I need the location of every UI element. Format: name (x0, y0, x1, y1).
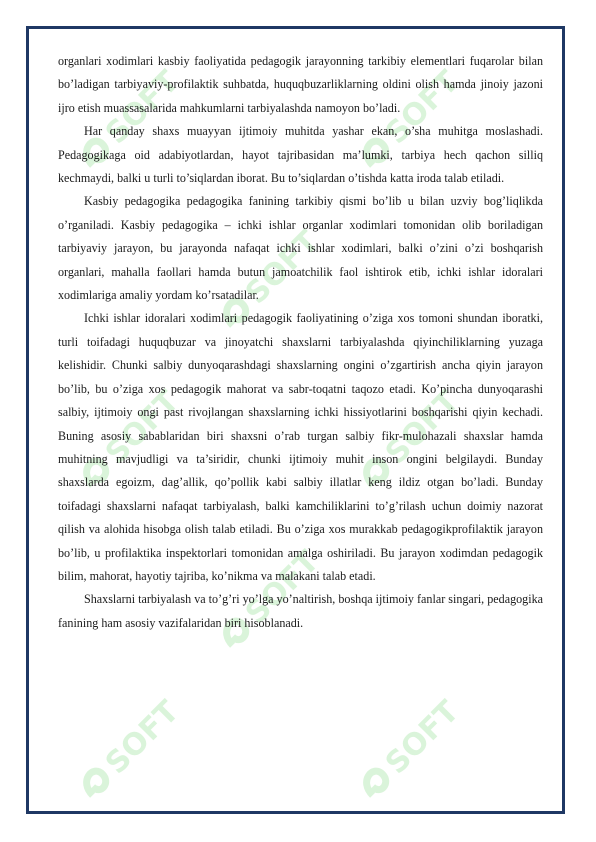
paragraph: Kasbiy pedagogika pedagogika fanining tarkibiy qismi bo’lib u bilan uzviy bog’liqlikda o’rganiladi. Kasbiy pedagogika – ichki ishlar organlar xodimlari tomonidan olib boriladigan tarbiyaviy jarayon, bu jarayonda nafaqat ichki ishlar xodimlari, balki o’zini o’zi boshqarish organlari, mahalla faollari hamda butun jamoatchilik faol ishtirok etib, ichki ishlar idoralari xodimlariga amaliy yordam ko’rsatadilar. (58, 194, 543, 303)
document-body (58, 50, 543, 635)
svg-text:SOFT: SOFT (98, 64, 186, 152)
paragraph: Shaxslarni tarbiyalash va to’g’ri yo’lga yo’naltirish, boshqa ijtimoiy fanlar singari, pedagogika fanining ham asosiy vazifalaridan biri hisoblanadi. (58, 592, 543, 630)
svg-text:SOFT: SOFT (98, 384, 186, 472)
paragraph: organlari xodimlari kasbiy faoliyatida pedagogik jarayonning tarkibiy elementlari fuqarolar bilan bo’ladigan tarbiyaviy-profilaktik suhbatda, huquqbuzarliklarning oldini olish hamda jinoiy jazoni ijro etish muassasalarida mahkumlarni tarbiyalashda namoyon bo’ladi. (58, 54, 543, 115)
svg-text:SOFT: SOFT (238, 544, 326, 632)
svg-text:SOFT: SOFT (238, 224, 326, 312)
paragraph: Ichki ishlar idoralari xodimlari pedagogik faoliyatining o’ziga xos tomoni shundan iboratki, turli toifadagi huquqbuzar va jinoyatchi shaxslarni tarbiyalashda qiyinchiliklarning yuzaga kelishidir. Chunki salbiy dunyoqarashdagi shaxslarning ongini o’zgartirish ancha qiyin jarayon bo’lib, bu o’ziga xos pedagogik mahorat va sabr-toqatni taqozo etadi. Ko’pincha dunyoqarashi salbiy, ijtimoiy ongi past rivojlangan shaxslarning ichki hissiyotlarini boshqarishi qiyin kechadi. Buning asosiy sabablaridan biri shaxsni o’rab turgan salbiy fikr-mulohazali shaxslar hamda muhitning mavjudligi va ta’siridir, chunki ijtimoiy muhit inson ongini belgilaydi. Bunday shaxslarda egoizm, dag’allik, qo’pollik kabi salbiy illatlar keng ildiz otgan bo’ladi. Bunday toifadagi shaxslarni nafaqat tarbiyalash, balki kamchiliklarini to’g’rilash uchun doimiy nazorat qilish va alohida hisobga olish talab etiladi. Bu o’ziga xos murakkab pedagogikprofilaktik jarayon bo’lib, u profilaktika inspektorlari tomonidan amalga oshiriladi. Bu jarayon xodimdan pedagogik bilim, mahorat, hayotiy tajriba, ko’nikma va malakani talab etadi. (58, 311, 543, 583)
svg-text:SOFT: SOFT (98, 694, 186, 782)
svg-text:SOFT: SOFT (378, 384, 466, 472)
paragraph: Har qanday shaxs muayyan ijtimoiy muhitda yashar ekan, o’sha muhitga moslashadi. Pedagogikaga oid adabiyotlardan, hayot tajribasidan ma’lumki, tarbiya hech qachon silliq kechmaydi, balki u turli to’siqlardan iborat. Bu to’siqlardan o’tishda katta iroda talab etiladi. (58, 124, 543, 186)
svg-text:SOFT: SOFT (378, 64, 466, 152)
svg-text:SOFT: SOFT (378, 694, 466, 782)
